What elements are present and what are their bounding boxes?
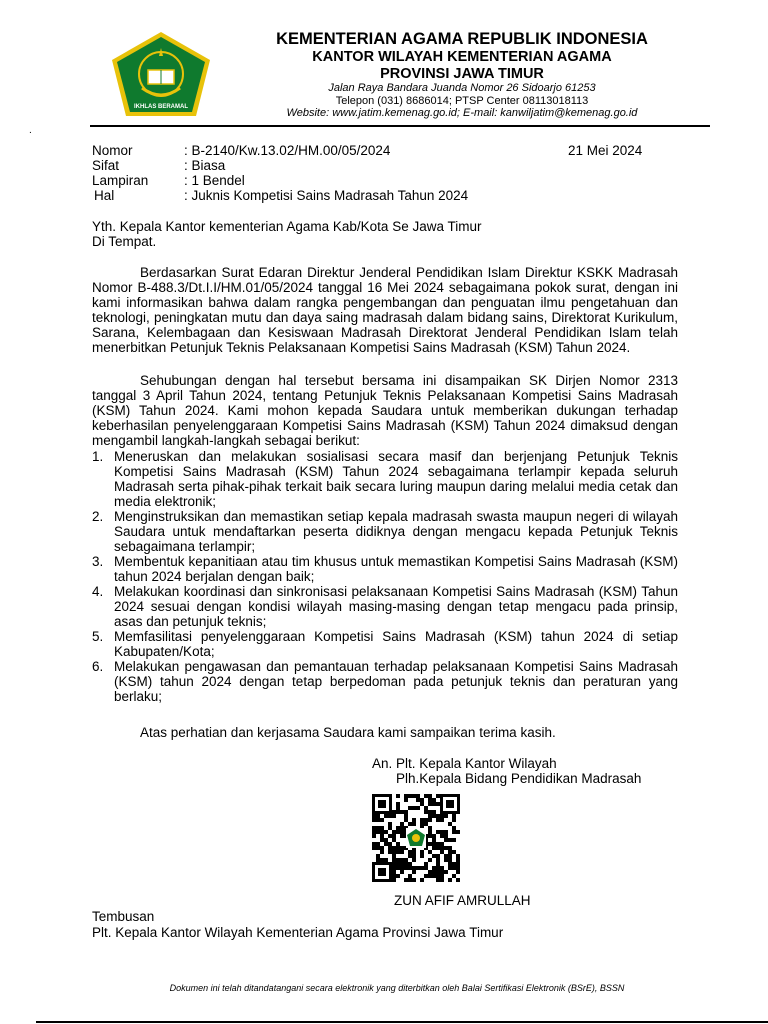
recipient-line: Yth. Kepala Kantor kementerian Agama Kab/Kota Se Jawa Timur: [92, 219, 482, 234]
closing-text: Atas perhatian dan kerjasama Saudara kami sampaikan terima kasih.: [140, 725, 556, 740]
office-phone: Telepon (031) 8686014; PTSP Center 08113018113: [335, 95, 589, 107]
list-item: 5. Memfasilitasi penyelenggaraan Kompetisi Sains Madrasah (KSM) tahun 2024 di setiap Kabupaten/Kota;: [92, 629, 678, 659]
kemenag-logo: [108, 30, 214, 120]
signature-title-1: An. Plt. Kepala Kantor Wilayah: [372, 756, 557, 771]
logo-motto: IKHLAS BERAMAL: [134, 104, 188, 110]
province-name: PROVINSI JAWA TIMUR: [380, 66, 544, 82]
paragraph-1: Berdasarkan Surat Edaran Direktur Jenderal Pendidikan Islam Direktur KSKK Madrasah Nomor B-488.3/Dt.I.I/HM.01/05/2024 tanggal 16 Mei 2024 sebagaimana pokok surat, dengan ini kami informasikan bahwa dalam rangka pengembangan dan penguatan ilmu pengetahuan dan teknologi, peningkatan mutu dan daya saing madrasah dalam bidang sains, Direktorat Kurikulum, Sarana, Kelembagaan dan Kesiswaan Madrasah Direktorat Jenderal Pendidikan Islam telah menerbitkan Petunjuk Teknis Pelaksanaan Kompetisi Sains Madrasah (KSM) Tahun 2024.: [92, 265, 678, 355]
footer-rule: [36, 1021, 768, 1023]
office-name: KANTOR WILAYAH KEMENTERIAN AGAMA: [312, 49, 612, 65]
list-item: 6. Melakukan pengawasan dan pemantauan terhadap pelaksanaan Kompetisi Sains Madrasah (KSM) tahun 2024 dengan tetap berpedoman pada petunjuk teknis dan peraturan yang berlaku;: [92, 659, 678, 704]
margin-dot: .: [29, 125, 32, 136]
hal-label: Hal: [94, 188, 115, 203]
list-item: 3. Membentuk kepanitiaan atau tim khusus untuk memastikan Kompetisi Sains Madrasah (KSM) tahun 2024 berjalan dengan baik;: [92, 554, 678, 584]
list-item: 2. Menginstruksikan dan memastikan setiap kepala madrasah swasta maupun negeri di wilayah Saudara untuk mendaftarkan peserta didiknya dengan mengacu kepada Petunjuk Teknis sebagaimana terlampir;: [92, 509, 678, 554]
signature-title-2: Plh.Kepala Bidang Pendidikan Madrasah: [396, 771, 642, 786]
sifat-value: : Biasa: [184, 158, 226, 173]
sifat-label: Sifat: [92, 158, 120, 173]
header-rule: [90, 125, 710, 127]
list-item: 4. Melakukan koordinasi dan sinkronisasi pelaksanaan Kompetisi Sains Madrasah (KSM) Tahun 2024 sesuai dengan kondisi wilayah masing-masing dengan tetap mengacu pada prinsip, asas dan petunjuk teknis;: [92, 584, 678, 629]
list-item: 1. Meneruskan dan melakukan sosialisasi secara masif dan berjenjang Petunjuk Teknis Kompetisi Sains Madrasah (KSM) Tahun 2024 sebagaimana terlampir kepada seluruh Madrasah serta pihak-pihak terkait baik secara luring maupun daring melalui media cetak dan media elektronik;: [92, 449, 678, 509]
paragraph-2: Sehubungan dengan hal tersebut bersama ini disampaikan SK Dirjen Nomor 2313 tanggal 3 April Tahun 2024, tentang Petunjuk Teknis Pelaksanaan Kompetisi Sains Madrasah (KSM) Tahun 2024. Kami mohon kepada Saudara untuk memberikan dukungan terhadap keberhasilan penyelenggaraan Kompetisi Sains Madrasah (KSM) Tahun 2024 dimaksud dengan mengambil langkah-langkah sebagai berikut:: [92, 373, 678, 448]
office-web: Website: www.jatim.kemenag.go.id; E-mail: kanwiljatim@kemenag.go.id: [286, 107, 638, 119]
esign-footer: Dokumen ini telah ditandatangani secara elektronik yang diterbitkan oleh Balai Sertifikasi Elektronik (BSrE), BSSN: [169, 983, 625, 993]
cc-title: Tembusan: [92, 909, 155, 924]
nomor-label: Nomor: [92, 143, 133, 158]
cc-recipient: Plt. Kepala Kantor Wilayah Kementerian Agama Provinsi Jawa Timur: [92, 925, 504, 940]
lampiran-value: : 1 Bendel: [184, 173, 245, 188]
signer-name: ZUN AFIF AMRULLAH: [394, 893, 531, 908]
lampiran-label: Lampiran: [92, 173, 149, 188]
ministry-name: KEMENTERIAN AGAMA REPUBLIK INDONESIA: [276, 30, 648, 48]
office-address: Jalan Raya Bandara Juanda Nomor 26 Sidoarjo 61253: [328, 82, 596, 94]
recipient-place: Di Tempat.: [92, 234, 157, 249]
qr-code: [372, 794, 460, 882]
nomor-value: : B-2140/Kw.13.02/HM.00/05/2024: [184, 143, 391, 158]
hal-value: : Juknis Kompetisi Sains Madrasah Tahun 2024: [184, 188, 469, 203]
action-list: [92, 449, 678, 704]
letter-date: 21 Mei 2024: [568, 143, 643, 158]
